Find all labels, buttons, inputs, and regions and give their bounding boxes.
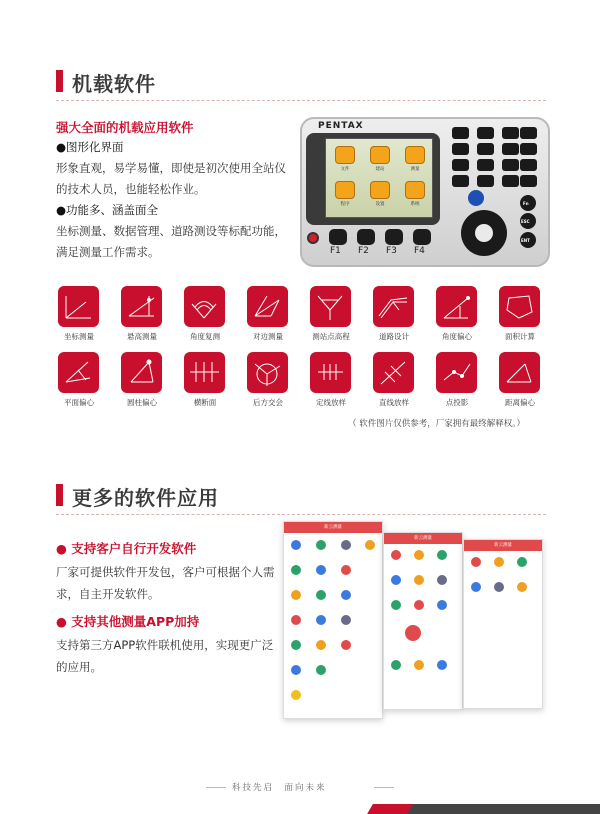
keypad-key — [477, 127, 494, 139]
app-icon — [341, 615, 351, 625]
bullet-features-title: ●功能多、涵盖面全 — [56, 203, 159, 217]
keypad-key — [477, 143, 494, 155]
screen-label: 文件 — [340, 167, 350, 172]
app-icon — [316, 615, 326, 625]
app-icon — [291, 640, 301, 650]
footer-line — [374, 787, 394, 788]
point-projection-icon — [436, 352, 477, 393]
section-title-more-apps: 更多的软件应用 — [72, 486, 219, 510]
tile-label: 对边测量 — [253, 332, 283, 341]
app-icon — [391, 550, 401, 560]
tile-label: 距离偏心 — [505, 398, 535, 407]
screen-label: 系统 — [410, 202, 420, 207]
footer-accent — [367, 804, 413, 814]
tile-label: 平面偏心 — [64, 398, 94, 407]
phone-title: 新云测量 — [324, 525, 342, 530]
f-key — [385, 229, 403, 245]
program-icon — [335, 181, 355, 199]
keypad-key — [452, 159, 469, 171]
tile-label: 道路设计 — [379, 332, 409, 341]
phone-title: 新云测量 — [414, 536, 432, 541]
keypad-key — [477, 175, 494, 187]
app-icon — [437, 575, 447, 585]
app-icon — [414, 575, 424, 585]
tile-label: 定线放样 — [316, 398, 346, 407]
measure-icon — [405, 146, 425, 164]
station-elevation-icon — [310, 286, 351, 327]
item-dev-kit-text-2: 求，自主开发软件。 — [56, 587, 160, 601]
footer-strip — [395, 804, 600, 814]
f-key-label: F1 — [330, 246, 341, 256]
app-icon — [316, 590, 326, 600]
section-marker — [56, 484, 63, 506]
cylinder-offset-icon — [121, 352, 162, 393]
app-icon — [391, 660, 401, 670]
keypad-key — [502, 127, 519, 139]
settings-icon — [370, 181, 390, 199]
section-marker — [56, 70, 63, 92]
app-icon — [414, 600, 424, 610]
keypad-key — [520, 175, 537, 187]
bullet-dot: ● — [56, 541, 67, 556]
app-icon — [316, 665, 326, 675]
keypad-key — [502, 159, 519, 171]
direction-pad-center — [475, 224, 493, 242]
remote-height-icon — [121, 286, 162, 327]
app-icon — [391, 575, 401, 585]
app-icon — [365, 540, 375, 550]
distance-offset-icon — [499, 352, 540, 393]
app-icon — [341, 640, 351, 650]
app-icon — [471, 582, 481, 592]
keypad-key — [452, 175, 469, 187]
line-stakeout-icon — [310, 352, 351, 393]
item-dev-kit-title-text: 支持客户自行开发软件 — [71, 541, 197, 556]
item-dev-kit-text-1: 厂家可提供软件开发包，客户可根据个人需 — [56, 565, 275, 579]
app-icon — [291, 565, 301, 575]
bullet-features-text-1: 坐标测量、数据管理、道路测设等标配功能， — [56, 224, 286, 238]
tile-label: 直线放样 — [379, 398, 409, 407]
footer-line — [206, 787, 226, 788]
item-dev-kit-title — [56, 539, 196, 557]
tile-label: 圆柱偏心 — [127, 398, 157, 407]
tile-label: 角度偏心 — [442, 332, 472, 341]
app-icon — [437, 550, 447, 560]
f-key-label: F4 — [414, 246, 425, 256]
keypad-key — [520, 143, 537, 155]
angle-repeat-icon — [184, 286, 225, 327]
app-icon — [414, 660, 424, 670]
tile-label: 点投影 — [445, 398, 469, 407]
app-icon — [517, 557, 527, 567]
app-icon — [291, 540, 301, 550]
app-icon — [414, 550, 424, 560]
app-icon — [341, 590, 351, 600]
app-icon — [517, 582, 527, 592]
screen-label: 测量 — [410, 167, 420, 172]
app-icon — [316, 565, 326, 575]
power-icon — [307, 232, 319, 244]
bullet-features-text-2: 满足测量工作需求。 — [56, 245, 160, 259]
app-icon — [471, 557, 481, 567]
item-third-party-title — [56, 612, 199, 630]
app-icon — [341, 540, 351, 550]
bullet-dot: ● — [56, 614, 67, 629]
section-divider — [56, 514, 546, 515]
item-third-party-text-2: 的应用。 — [56, 660, 102, 674]
tile-label: 角度复测 — [190, 332, 220, 341]
angle-offset-icon — [436, 286, 477, 327]
app-icon — [316, 640, 326, 650]
section-divider — [56, 100, 546, 101]
file-icon — [335, 146, 355, 164]
keypad-key — [520, 159, 537, 171]
item-third-party-title-text: 支持其他测量APP加持 — [71, 614, 200, 629]
bullet-gui-title: ●图形化界面 — [56, 140, 124, 154]
station-icon — [370, 146, 390, 164]
app-icon — [437, 660, 447, 670]
tile-label: 面积计算 — [505, 332, 535, 341]
section-title-onboard-software: 机载软件 — [72, 72, 156, 96]
road-design-icon — [373, 286, 414, 327]
tile-label: 后方交会 — [253, 398, 283, 407]
app-icon — [341, 565, 351, 575]
f-key — [329, 229, 347, 245]
bullet-gui-text-1: 形象直观，易学易懂，即使是初次使用全站仪 — [56, 161, 286, 175]
screen-label: 程序 — [340, 202, 350, 207]
app-icon — [494, 557, 504, 567]
missing-line-icon — [247, 286, 288, 327]
cross-section-icon — [184, 352, 225, 393]
keypad-key — [452, 127, 469, 139]
tile-label: 测站点高程 — [312, 332, 350, 341]
tile-label: 悬高测量 — [127, 332, 157, 341]
app-icon — [291, 665, 301, 675]
f-key — [357, 229, 375, 245]
keypad-key — [502, 143, 519, 155]
ent-key-label: ENT — [521, 238, 530, 243]
resection-icon — [247, 352, 288, 393]
f-key-label: F2 — [358, 246, 369, 256]
tile-label: 坐标测量 — [64, 332, 94, 341]
keypad-key — [502, 175, 519, 187]
tile-label: 横断面 — [193, 398, 217, 407]
app-icon — [437, 600, 447, 610]
keypad-key — [477, 159, 494, 171]
screen-label: 建站 — [375, 167, 385, 172]
app-icon — [291, 615, 301, 625]
bullet-gui-text-2: 的技术人员，也能轻松作业。 — [56, 182, 206, 196]
item-third-party-text-1: 支持第三方APP软件联机使用，实现更广泛 — [56, 638, 274, 652]
app-icon — [316, 540, 326, 550]
app-icon — [494, 582, 504, 592]
keypad-key — [520, 127, 537, 139]
app-icon — [291, 690, 301, 700]
f-key-label: F3 — [386, 246, 397, 256]
f-key — [413, 229, 431, 245]
fn-key-label: Fn — [523, 201, 529, 206]
coordinate-measure-icon — [58, 286, 99, 327]
area-calculation-icon — [499, 286, 540, 327]
location-icon — [405, 625, 421, 641]
esc-key-label: ESC — [521, 219, 530, 224]
app-icon — [391, 600, 401, 610]
device-brand: PENTAX — [318, 121, 364, 131]
headline: 强大全面的机载应用软件 — [56, 120, 194, 135]
star-key-icon — [468, 190, 484, 206]
phone-title: 新云测量 — [494, 543, 512, 548]
disclaimer-note: （ 软件图片仅供参考，厂家拥有最终解释权。） — [348, 419, 525, 429]
system-icon — [405, 181, 425, 199]
straight-stakeout-icon — [373, 352, 414, 393]
plane-offset-icon — [58, 352, 99, 393]
screen-label: 设置 — [375, 202, 385, 207]
footer-slogan: 科技先启 面向未来 — [232, 783, 327, 793]
keypad-key — [452, 143, 469, 155]
app-icon — [291, 590, 301, 600]
